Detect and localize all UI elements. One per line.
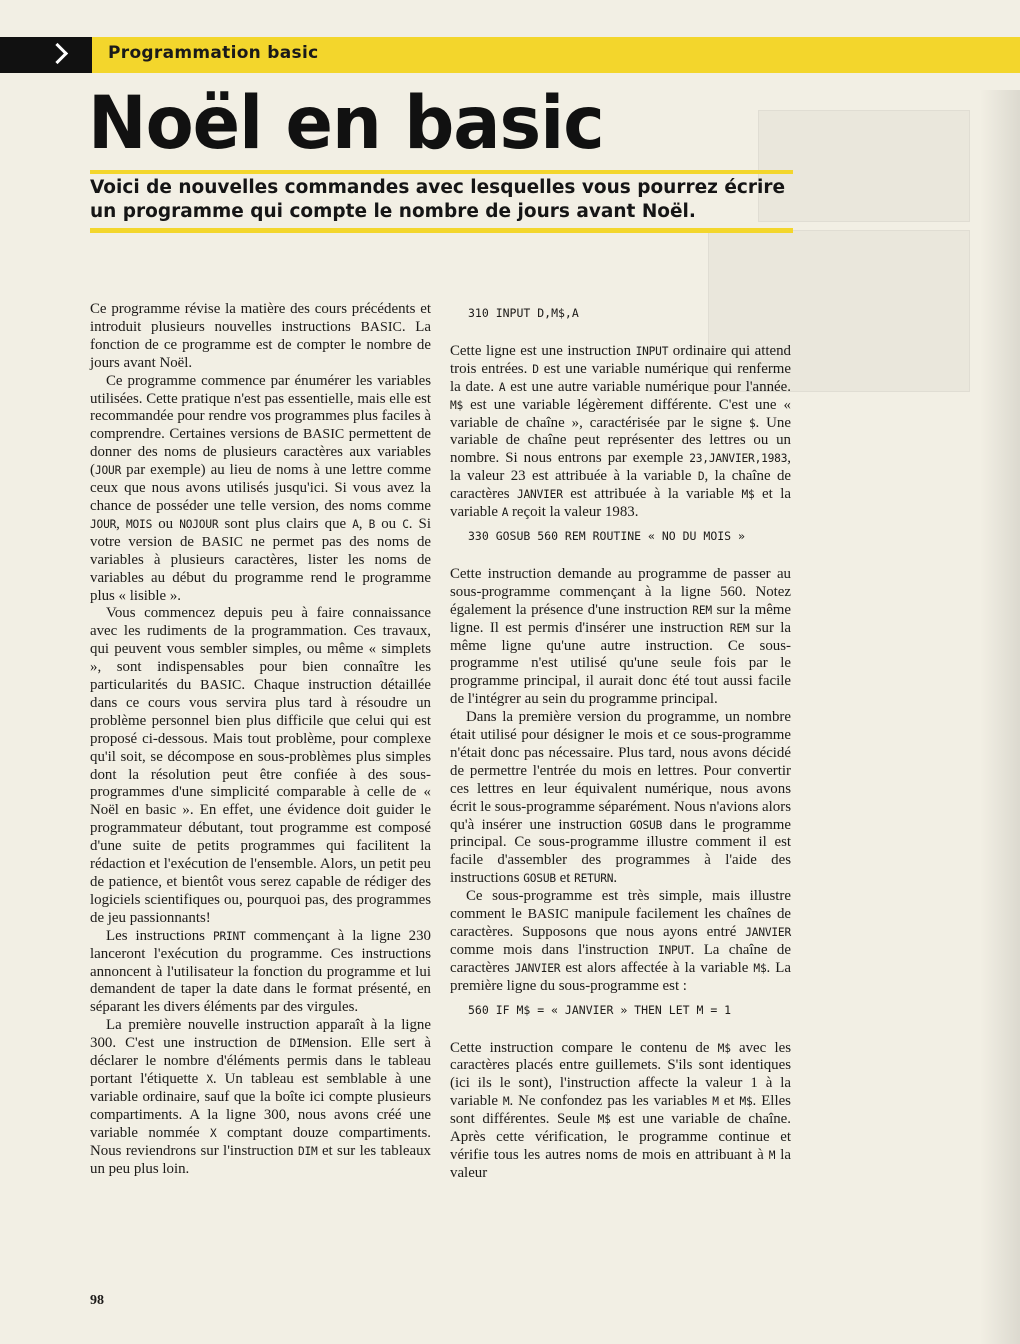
text-run: est une autre variable numérique pour l'année. (505, 378, 791, 395)
inline-code: GOSUB (523, 872, 556, 886)
paragraph (90, 373, 431, 606)
text-run: , la chaîne de caractères (450, 468, 792, 503)
text-run: avec les caractères placés entre guillemets. S'ils sont identiques (ici ils le sont), l'instruction affecte la valeur 1 à la variable (450, 1039, 791, 1110)
inline-code: JOUR (94, 464, 122, 478)
article-intro: Voici de nouvelles commandes avec lesquelles vous pourrez écrire un programme qui compte le nombre de jours avant Noël. (90, 177, 786, 222)
text-run: Ce sous-programme est très simple, mais illustre comment le (450, 888, 791, 923)
intro-bottom-rule (90, 228, 793, 233)
paragraph (450, 888, 791, 995)
paragraph (90, 605, 431, 927)
intro-top-rule (90, 170, 793, 174)
inline-code: REM (692, 603, 712, 617)
text-run: Vous commencez depuis peu à faire connaissance avec les rudiments de la programmation. Ces travaux, qui peuvent vous sembler simples, ou même « simplets », sont indispensables pour bien connaître les particularités du (90, 605, 431, 694)
inline-code: JANVIER (745, 926, 791, 939)
inline-code: REM (729, 621, 750, 635)
inline-code: A (352, 517, 359, 531)
text-run: commençant à la ligne 230 lanceront l'exécution du programme. Ces instructions annoncent à l'utilisateur la fonction du programme et lui demandent de taper la date dans le format présenté, en séparant les divers éléments par des virgules. (90, 927, 432, 1016)
text-run: permettent de donner des noms de plusieurs caractères aux variables ( (90, 426, 432, 479)
inline-code: DIM (289, 1037, 310, 1051)
text-run: Ce programme révise la matière des cours précédents et introduit plusieurs nouvelles instructions (90, 301, 431, 335)
text-run: est alors affectée à la variable (560, 959, 754, 976)
text-run: , la valeur 23 est attribuée à la variable (450, 450, 791, 485)
text-run: , (116, 515, 126, 532)
text-run: . Une variable de chaîne peut représenter des lettres ou un nombre. Si nous entrons par exemple (450, 414, 791, 467)
inline-code: JOUR (90, 517, 117, 531)
keyword-basic: BASIC (200, 678, 242, 694)
text-run: la valeur (450, 1146, 791, 1181)
text-run: . Chaque instruction détaillée dans ce cours vous servira plus tard à résoudre un problème personnel bien plus difficile que celui qui est proposé ci-dessous. Mais tout problème, pour complexe qu'il soit, se décompose en sous-problèmes plus simples dont la résolution peut être confiée à des sous-programmes d'une simplicité comparable à celle de « Noël en basic ». En effet, une évidence doit guider le programmateur débutant, tout programme est composé d'une suite de petits programmes qui facilitent la rédaction et l'exécution de l'ensemble. Alors, un petit peu de patience, et bientôt vous serez capable de rédiger des logiciels scientifiques ou, pourquoi pas, des programmes de jeu passionnants! (90, 677, 432, 926)
keyword-basic: BASIC (201, 534, 244, 550)
keyword-basic: BASIC (302, 427, 345, 443)
text-run: Dans la première version du programme, un nombre était utilisé pour désigner le mois et ce sous-programme n'était donc pas nécessaire. Plus tard, nous avons décidé de permettre l'entrée du mois en lettres. Pour convertir ces lettres en leur équivalent numérique, nous avons écrit le sous-programme séparément. Nous n'avions alors qu'à insérer une instruction (450, 709, 791, 833)
code-line: 330 GOSUB 560 REM ROUTINE « NO DU MOIS » (468, 528, 745, 543)
text-run: Ce programme commence par énumérer les variables utilisées. Cette pratique n'est pas essentielle, mais elle est recommandée pour rendre vos programmes plus faciles à comprendre. Certaines versions de (90, 372, 431, 443)
inline-code: DIM (297, 1144, 318, 1158)
section-label: Programmation basic (108, 43, 319, 63)
text-run: , (358, 515, 369, 532)
paragraph (90, 1017, 431, 1178)
inline-code: M (768, 1148, 776, 1162)
page-edge-shadow (980, 90, 1020, 1344)
paragraph (90, 928, 431, 1018)
inline-code: M (712, 1095, 719, 1109)
paragraph (450, 566, 791, 709)
inline-code: 23,JANVIER,1983 (689, 452, 788, 466)
text-run: ou (152, 515, 180, 532)
text-run: et (718, 1093, 740, 1110)
inline-code: GOSUB (629, 818, 663, 832)
text-run: Cette instruction compare le contenu de (450, 1039, 718, 1056)
text-run: dans le programme principal. Ce sous-programme illustre comment il est facile d'assembler des programmes à l'aide des instructions (450, 816, 791, 887)
inline-code: X (206, 1072, 213, 1086)
inline-code: NOJOUR (179, 517, 219, 531)
inline-code: M$ (717, 1041, 731, 1055)
inline-code: A (501, 506, 509, 520)
inline-code: X (210, 1126, 217, 1140)
right-column (450, 305, 791, 1183)
inline-code: INPUT (657, 943, 691, 957)
text-run: comme mois dans l'instruction (450, 941, 658, 958)
inline-code: M$ (739, 1095, 753, 1109)
paragraph (450, 343, 791, 522)
text-run: Les instructions (106, 927, 213, 944)
text-run: sont plus clairs que (218, 515, 353, 532)
inline-code: MOIS (125, 517, 153, 531)
inline-code: $ (748, 416, 756, 430)
text-run: sur la même ligne qu'une autre instruction. Ce sous-programme n'est utilisé qu'une seule fois par le programme principal, il aurait donc été tout aussi facile de l'intégrer au sein du programme principal. (450, 619, 792, 708)
text-run: . La fonction de ce programme est de compter le nombre de jours avant Noël. (90, 318, 431, 371)
paragraph (90, 301, 431, 373)
inline-code: A (498, 380, 506, 394)
text-run: manipule facilement les chaînes de caractères. Supposons que nous ayons entré (450, 906, 791, 940)
text-run: sur la même ligne. Il est permis d'insérer une instruction (450, 601, 791, 636)
keyword-basic: BASIC (527, 907, 569, 923)
text-run: . Ne confondez pas les variables (509, 1093, 713, 1110)
text-run: ne permet pas des noms de variables à plusieurs caractères, lister les noms de variables au début du programme rend le programme plus « lisible ». (90, 533, 431, 604)
inline-code: RETURN (574, 872, 614, 886)
inline-code: M (502, 1095, 510, 1109)
code-line: 310 INPUT D,M$,A (468, 306, 579, 320)
text-run: . La première ligne du sous-programme est : (450, 959, 791, 994)
inline-code: D (532, 362, 539, 376)
keyword-basic: BASIC (360, 319, 402, 335)
inline-code: M$ (741, 488, 755, 502)
text-run: ordinaire qui attend trois entrées. (450, 342, 792, 377)
text-run: . Si votre version de (90, 515, 431, 550)
page-number: 98 (90, 1293, 104, 1308)
text-run: . Un tableau est semblable à une variable ordinaire, sauf que la boîte ici compte plusieurs compartiments. A la ligne 300, nous avons créé une variable nommée (90, 1070, 431, 1141)
text-run: et la variable (450, 486, 791, 521)
inline-code: JANVIER (516, 488, 563, 502)
article-title: Noël en basic (88, 79, 604, 167)
text-run: est une variable légèrement différente. C'est une « variable de chaîne », caractérisée par le signe (450, 396, 791, 431)
text-run: reçoit la valeur 1983. (508, 504, 639, 521)
text-run: et sur les tableaux un peu plus loin. (90, 1142, 431, 1177)
text-run: . La chaîne de caractères (450, 941, 791, 976)
paragraph (450, 709, 791, 888)
text-run: est attribuée à la variable (562, 486, 742, 503)
inline-code: M$ (597, 1113, 611, 1127)
text-run: est une variable de chaîne. Après cette vérification, le programme continue et vérifie tous les autres noms de mois en attribuant à (450, 1111, 791, 1163)
text-run: La première nouvelle instruction apparaît à la ligne 300. C'est une instruction de (90, 1017, 431, 1052)
text-run: Cette ligne est une instruction (450, 342, 636, 359)
text-run: ou (375, 515, 403, 532)
inline-code: C (402, 517, 409, 531)
code-line: 560 IF M$ = « JANVIER » THEN LET M = 1 (468, 1002, 732, 1017)
inline-code: PRINT (212, 929, 246, 943)
text-run: par exemple) au lieu de noms à une lettre comme ceux que nous avons utilisés jusqu'ici. Si vous avez la chance de posséder une telle version, des noms comme (90, 462, 431, 514)
text-run: ension. Elle sert à déclarer le nombre d'éléments permis dans le tableau portant l'étiquette (90, 1035, 431, 1087)
inline-code: M$ (450, 398, 464, 412)
section-header-tab (0, 37, 92, 73)
inline-code: INPUT (635, 344, 669, 358)
text-run: et (555, 870, 575, 887)
paragraph (450, 1040, 791, 1183)
inline-code: JANVIER (514, 961, 561, 975)
text-run: . Elles sont différentes. Seule (450, 1093, 791, 1128)
text-run: Cette instruction demande au programme de passer au sous-programme commençant à la ligne 560. Notez également la présence d'une instruction (450, 565, 791, 618)
inline-code: D (697, 470, 705, 484)
text-run: est une variable numérique qui renferme la date. (450, 360, 791, 395)
left-column (90, 301, 431, 1178)
inline-code: B (368, 517, 376, 531)
inline-code: M$ (753, 961, 767, 975)
text-run: comptant douze compartiments. Nous reviendrons sur l'instruction (90, 1124, 431, 1159)
text-run: . (613, 870, 618, 887)
